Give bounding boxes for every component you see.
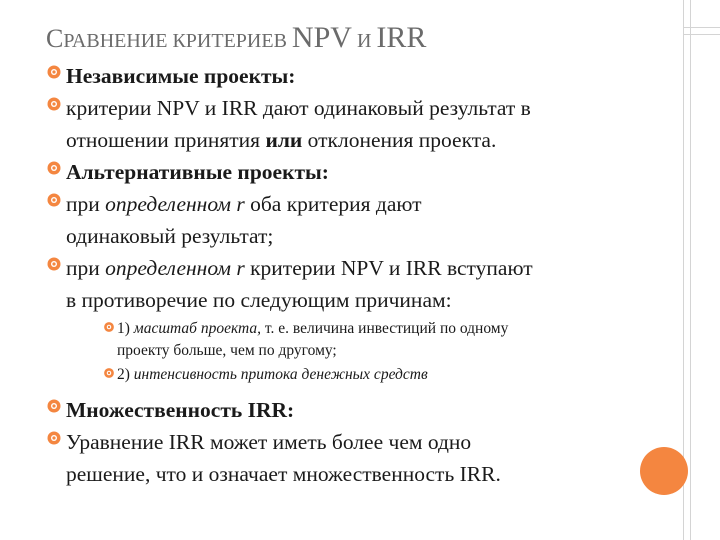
frame-line-top-2 bbox=[683, 34, 720, 35]
gear-flower-icon bbox=[46, 96, 62, 112]
bullet-text: при определенном r оба критерия дают одинаковый результат; bbox=[66, 192, 422, 248]
gear-flower-icon bbox=[46, 160, 62, 176]
frame-line-right bbox=[690, 0, 691, 540]
gear-flower-icon bbox=[103, 321, 115, 333]
bullet-text: Альтернативные проекты: bbox=[66, 160, 329, 184]
decorative-orange-circle bbox=[640, 447, 688, 495]
bullet-text: критерии NPV и IRR дают одинаковый результат в отношении принятия или отклонения проекта. bbox=[66, 96, 531, 152]
gear-flower-icon bbox=[46, 256, 62, 272]
gear-flower-icon bbox=[46, 192, 62, 208]
slide-title: СРАВНЕНИЕ КРИТЕРИЕВ NPV И IRR bbox=[46, 21, 427, 54]
bullet-text: Уравнение IRR может иметь более чем одно решение, что и означает множественность IRR. bbox=[66, 430, 501, 486]
bullet-text: Множественность IRR: bbox=[66, 398, 295, 422]
bullet-text: Независимые проекты: bbox=[66, 64, 296, 88]
gear-flower-icon bbox=[46, 430, 62, 446]
bullet-text: 2) интенсивность притока денежных средств bbox=[117, 366, 428, 383]
gear-flower-icon bbox=[103, 367, 115, 379]
gear-flower-icon bbox=[46, 398, 62, 414]
bullet-text: 1) масштаб проекта, т. е. величина инвестиций по одному проекту больше, чем по другому; bbox=[117, 320, 509, 359]
bullet-text: при определенном r критерии NPV и IRR вступают в противоречие по следующим причинам: bbox=[66, 256, 533, 312]
gear-flower-icon bbox=[46, 64, 62, 80]
frame-line-top bbox=[683, 27, 720, 28]
